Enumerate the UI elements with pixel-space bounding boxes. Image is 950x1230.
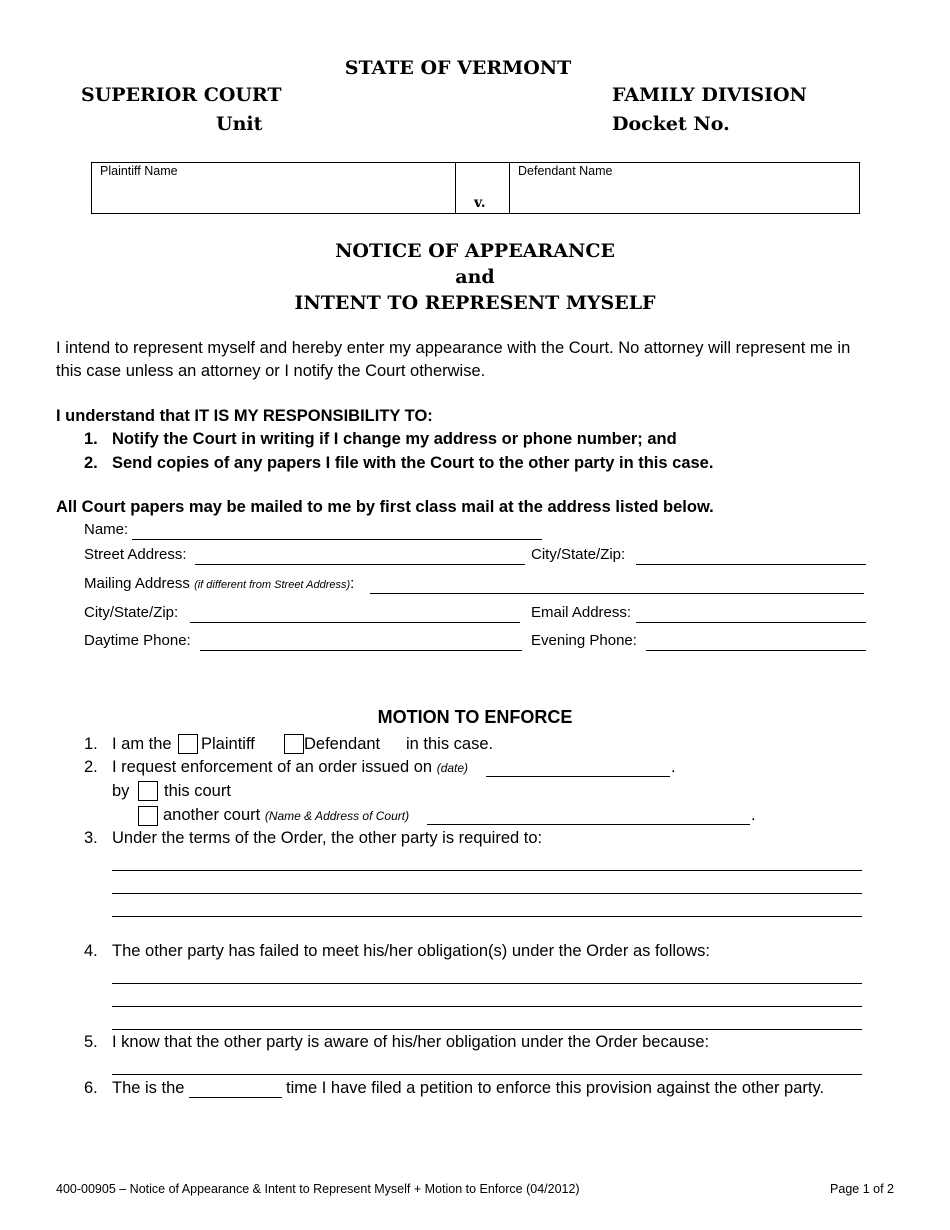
state-title: STATE OF VERMONT — [344, 57, 572, 79]
mail-statement: All Court papers may be mailed to me by first class mail at the address listed below. — [56, 498, 714, 516]
versus-cell — [454, 162, 509, 214]
defendant-name-label: Defendant Name — [518, 164, 613, 178]
city-state-zip-input-2[interactable] — [190, 622, 520, 623]
item-2-num: 2. — [84, 758, 98, 776]
item-4-answer-line-1[interactable] — [112, 983, 862, 984]
defendant-option-label: Defendant — [304, 735, 381, 753]
evening-phone-input[interactable] — [646, 650, 866, 651]
court-name: SUPERIOR COURT — [81, 84, 282, 106]
intro-line-2: this case unless an attorney or I notify the Court otherwise. — [56, 362, 486, 380]
city-state-zip-label-2: City/State/Zip: — [84, 604, 179, 621]
daytime-phone-input[interactable] — [200, 650, 522, 651]
another-court-period: . — [751, 806, 756, 824]
item-5-text: I know that the other party is aware of his/her obligation under the Order because: — [112, 1033, 710, 1051]
another-court-label: another court — [163, 806, 261, 824]
item-2-text — [112, 758, 468, 777]
email-label: Email Address: — [531, 604, 632, 621]
responsibility-item-1: Notify the Court in writing if I change my address or phone number; and — [112, 430, 677, 448]
another-court-text — [163, 806, 409, 825]
item-6-pre: The is the — [112, 1079, 185, 1097]
evening-phone-label: Evening Phone: — [531, 632, 637, 649]
mailing-address-label — [84, 575, 354, 592]
item-1-post: in this case. — [406, 735, 494, 753]
notice-title-line1: NOTICE OF APPEARANCE — [335, 240, 615, 262]
item-4-num: 4. — [84, 942, 98, 960]
mailing-address-text: Mailing Address — [84, 575, 190, 592]
item-3-answer-line-1[interactable] — [112, 870, 862, 871]
mailing-address-note: (if different from Street Address) — [194, 579, 351, 591]
daytime-phone-label: Daytime Phone: — [84, 632, 191, 649]
footer-form-id: 400-00905 – Notice of Appearance & Intent to Represent Myself + Motion to Enforce (04/2012) — [56, 1182, 580, 1196]
city-state-zip-label-1: City/State/Zip: — [531, 546, 626, 563]
defendant-name-field[interactable] — [509, 162, 860, 214]
by-label: by — [112, 782, 130, 800]
item-3-num: 3. — [84, 829, 98, 847]
intro-line-1: I intend to represent myself and hereby enter my appearance with the Court. No attorney will represent me in — [56, 339, 851, 357]
notice-title-line2: and — [455, 266, 495, 288]
item-6-post: time I have filed a petition to enforce this provision against the other party. — [286, 1079, 825, 1097]
defendant-checkbox[interactable] — [284, 734, 304, 754]
filing-count-input[interactable] — [189, 1097, 282, 1098]
plaintiff-option-label: Plaintiff — [201, 735, 255, 753]
mailing-address-input[interactable] — [370, 593, 864, 594]
item-3-answer-line-2[interactable] — [112, 893, 862, 894]
mailing-address-colon: : — [350, 575, 355, 592]
this-court-label: this court — [164, 782, 231, 800]
unit-label: Unit — [216, 113, 263, 135]
item-2-period: . — [671, 758, 676, 776]
notice-title-line3: INTENT TO REPRESENT MYSELF — [294, 292, 656, 314]
name-input[interactable] — [132, 539, 542, 540]
item-4-answer-line-2[interactable] — [112, 1006, 862, 1007]
item-4-answer-line-3[interactable] — [112, 1029, 862, 1030]
item-6-num: 6. — [84, 1079, 98, 1097]
item-1-num: 1. — [84, 735, 98, 753]
email-input[interactable] — [636, 622, 866, 623]
street-address-label: Street Address: — [84, 546, 187, 563]
street-address-input[interactable] — [195, 564, 525, 565]
motion-title: MOTION TO ENFORCE — [377, 707, 573, 727]
order-date-input[interactable] — [486, 776, 670, 777]
plaintiff-checkbox[interactable] — [178, 734, 198, 754]
division-name: FAMILY DIVISION — [612, 84, 807, 106]
item-3-answer-line-3[interactable] — [112, 916, 862, 917]
another-court-input[interactable] — [427, 824, 750, 825]
docket-label: Docket No. — [612, 113, 730, 135]
plaintiff-name-label: Plaintiff Name — [100, 164, 178, 178]
responsibility-item-2: Send copies of any papers I file with the Court to the other party in this case. — [112, 454, 714, 472]
item-4-text: The other party has failed to meet his/her obligation(s) under the Order as follows: — [112, 942, 710, 960]
item-5-answer-line[interactable] — [112, 1074, 862, 1075]
item-5-num: 5. — [84, 1033, 98, 1051]
item-2-label: I request enforcement of an order issued on — [112, 758, 433, 776]
item-1-pre: I am the — [112, 735, 172, 753]
another-court-checkbox[interactable] — [138, 806, 158, 826]
footer-page-number: Page 1 of 2 — [830, 1182, 894, 1196]
versus-label: v. — [474, 195, 486, 211]
name-label: Name: — [84, 521, 129, 538]
plaintiff-name-field[interactable] — [91, 162, 456, 214]
item-3-text: Under the terms of the Order, the other party is required to: — [112, 829, 543, 847]
city-state-zip-input-1[interactable] — [636, 564, 866, 565]
item-2-date-note: (date) — [436, 761, 469, 775]
responsibility-num-2: 2. — [84, 454, 98, 472]
responsibility-num-1: 1. — [84, 430, 98, 448]
this-court-checkbox[interactable] — [138, 781, 158, 801]
responsibility-heading: I understand that IT IS MY RESPONSIBILITY TO: — [56, 407, 433, 425]
another-court-note: (Name & Address of Court) — [264, 809, 410, 823]
